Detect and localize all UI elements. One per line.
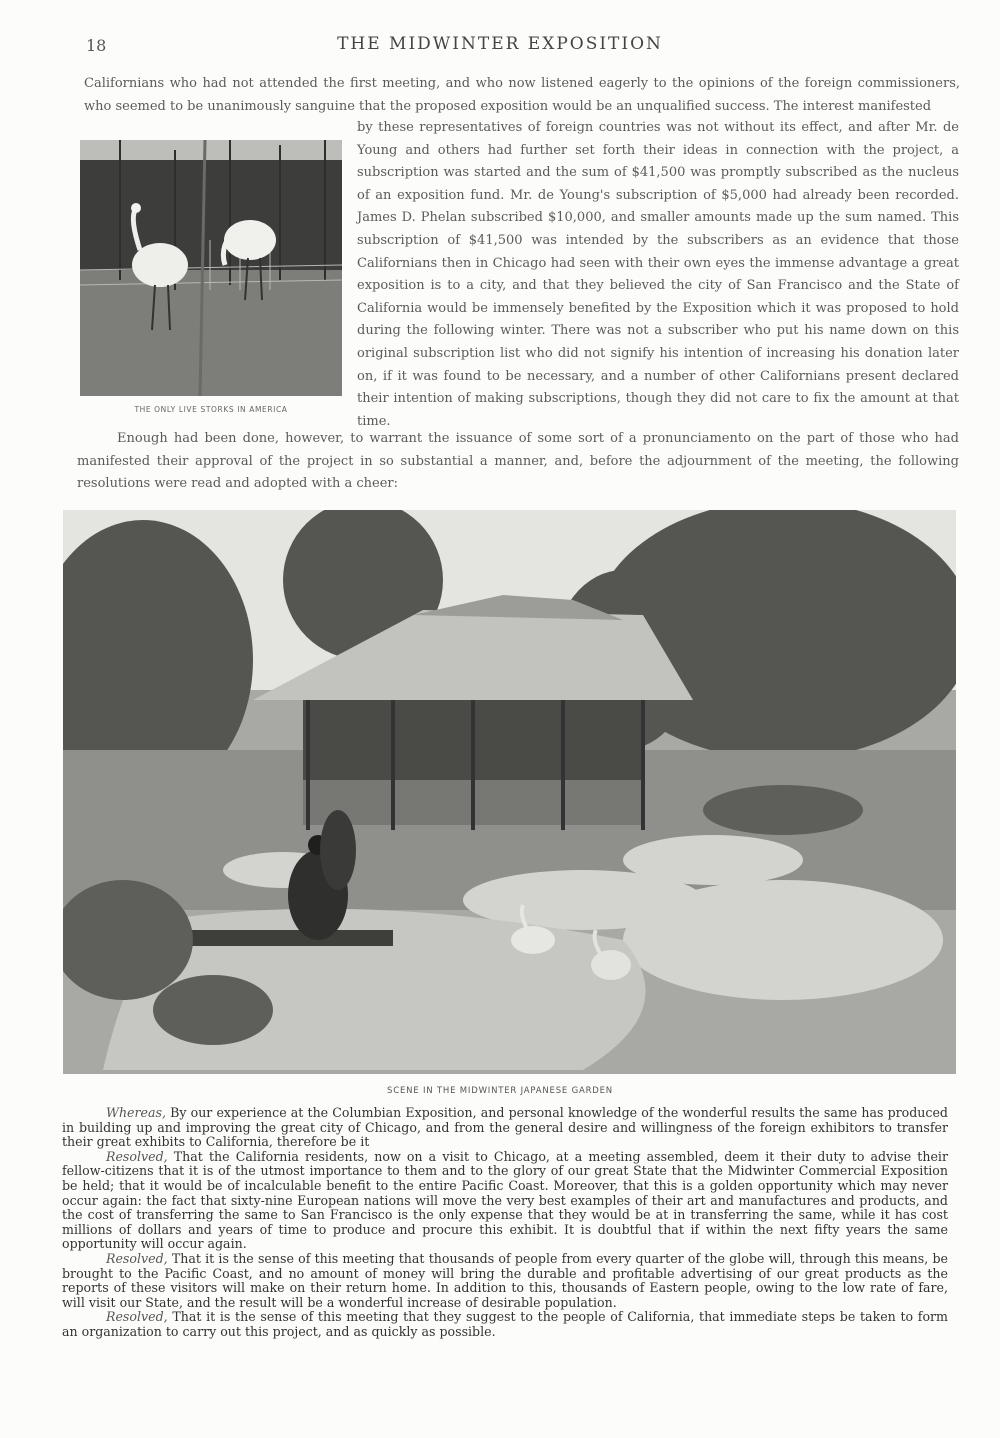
japanese-garden-caption: SCENE IN THE MIDWINTER JAPANESE GARDEN — [387, 1086, 613, 1096]
whereas-clause — [62, 1106, 948, 1150]
japanese-garden-photo — [63, 510, 956, 1074]
running-head: THE MIDWINTER EXPOSITION — [337, 34, 663, 54]
storks-caption: THE ONLY LIVE STORKS IN AMERICA — [134, 405, 288, 414]
resolution-text: That it is the sense of this meeting that they suggest to the people of California, that immediate steps be taken to form an organization to carry out this project, and as quickly as possible. — [62, 1309, 948, 1339]
resolution-3 — [62, 1310, 948, 1339]
paragraph-subscription: by these representatives of foreign countries was not without its effect, and after Mr. de Young and others had further set forth their ideas in connection with the project, a subscription was started and the sum of $41,500 was promptly subscribed as the nucleus of an exposition fund. Mr. de Young's subscription of $5,000 had already been recorded. James D. Phelan subscribed $10,000, and smaller amounts made up the sum named. This subscription of $41,500 was intended by the subscribers as an evidence that those Californians then in Chicago had seen with their own eyes the immense advantage a great exposition is to a city, and that they believed the city of San Francisco and the State of California would be immensely benefited by the Exposition which it was proposed to hold during the following winter. There was not a subscriber who put his name down on this original subscription list who did not signify his intention of increasing his donation later on, if it was found to be necessary, and a number of other Californians present declared their intention of making subscriptions, though they did not care to fix the amount at that time. — [357, 120, 959, 429]
whereas-text: By our experience at the Columbian Exposition, and personal knowledge of the wonderful results the same has produced in building up and improving the great city of Chicago, and from the general desire and willingness of the foreign exhibitors to transfer their great exhibits to California, therefore be it — [62, 1105, 948, 1150]
resolved-keyword: Resolved, — [106, 1250, 168, 1266]
resolution-text: That it is the sense of this meeting that thousands of people from every quarter of the globe will, through this means, be brought to the Pacific Coast, and no amount of money will bring the durable and profitable advertising of our great products as the reports of these visitors will make on their return home. In addition to this, thousands of Eastern people, owing to the low rate of fare, will visit our State, and the result will be a wonderful increase of desirable population. — [62, 1250, 948, 1310]
storks-photo — [80, 140, 342, 396]
resolution-1 — [62, 1150, 948, 1252]
whereas-keyword: Whereas, — [106, 1105, 166, 1120]
page-number: 18 — [86, 36, 107, 55]
resolutions — [62, 1106, 948, 1340]
resolution-2 — [62, 1252, 948, 1310]
resolved-keyword: Resolved, — [106, 1148, 168, 1164]
paragraph-pronunciamento: Enough had been done, however, to warrant the issuance of some sort of a pronunciamento on the part of those who had manifested their approval of the project in so substantial a manner, and, before the adjournment of the meeting, the following resolutions were read and adopted with a cheer: — [77, 431, 959, 492]
resolved-keyword: Resolved, — [106, 1309, 168, 1325]
paragraph-intro: Californians who had not attended the first meeting, and who now listened eagerly to the opinions of the foreign commissioners, who seemed to be unanimously sanguine that the proposed exposition would be an unqualified success. The interest manifested — [84, 76, 960, 114]
resolution-text: That the California residents, now on a visit to Chicago, at a meeting assembled, deem it their duty to advise their fellow-citizens that it is of the utmost importance to them and to the glory of our great State that the Midwinter Commercial Exposition be held; that it would be of incalculable benefit to the entire Pacific Coast. Moreover, that this is a golden opportunity which may never occur again: the fact that sixty-nine European nations will move the very best examples of their art and manufactures and products, and the cost of transferring the same to San Francisco is the only expense that they would be at in transferring the same, while it has cost millions of dollars and years of time to produce and procure this exhibit. It is doubtful that if within the next fifty years the same opportunity will occur again. — [62, 1148, 948, 1252]
